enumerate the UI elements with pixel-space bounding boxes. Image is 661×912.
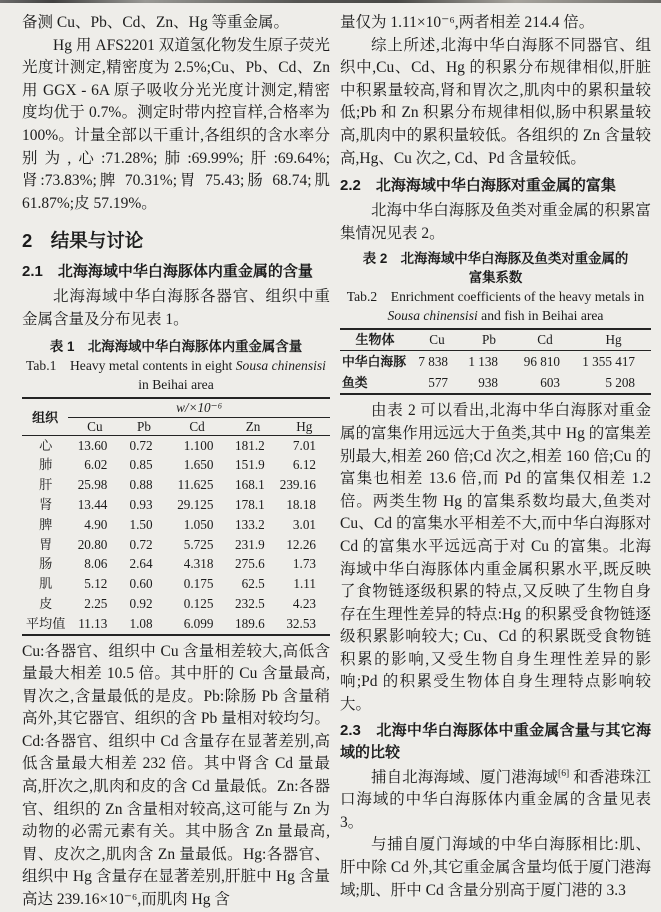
- table-cell: 0.93: [129, 496, 153, 512]
- table2-header-pb: Pb: [482, 332, 496, 348]
- table-cell: 938: [478, 375, 498, 391]
- table2-body: [340, 351, 651, 395]
- table-cell: 0.175: [183, 576, 214, 592]
- table-row: [22, 515, 330, 535]
- table-cell: 96 810: [523, 354, 560, 370]
- table-cell: 6.12: [292, 457, 316, 473]
- row-label: 鱼类: [342, 375, 368, 391]
- table-cell: 0.125: [183, 595, 214, 611]
- row-label: 肺: [39, 457, 53, 473]
- table-cell: 32.53: [286, 615, 316, 631]
- table1-header-zn: Zn: [245, 418, 261, 434]
- table-row: [22, 614, 330, 635]
- table-cell: 1.11: [293, 576, 316, 592]
- table-cell: 12.26: [286, 536, 316, 552]
- paragraph-muscle-hg: 量仅为 1.11×10⁻⁶,两者相差 214.4 倍。: [340, 14, 595, 31]
- scan-artifact: [0, 0, 661, 3]
- table-cell: 13.44: [77, 496, 108, 512]
- table-cell: 133.2: [235, 516, 265, 532]
- table-cell: 4.90: [84, 516, 108, 532]
- caption-text: and fish in Beihai area: [477, 308, 604, 324]
- table-row: [340, 351, 651, 373]
- table1-header-cu: Cu: [87, 418, 103, 434]
- table-row: [22, 435, 330, 455]
- table1-header-pb: Pb: [137, 418, 151, 434]
- table-row: [22, 554, 330, 574]
- row-label: 肝: [39, 477, 53, 493]
- table-cell: 8.06: [84, 556, 108, 572]
- table2-header: [340, 329, 651, 351]
- subsection-heading-2-2: 2.2 北海海域中华白海豚对重金属的富集: [340, 177, 616, 195]
- table-cell: 1 355 417: [582, 354, 635, 370]
- table-cell: 231.9: [235, 536, 265, 552]
- paragraph-summary: 综上所述,北海中华白海豚不同器官、组织中,Cu、Cd、Hg 的积累分布规律相似,肝脏中积累量较高,肾和胃次之,肌肉中的累积量较低;Pb 和 Zn 积累分布规律相似,肠中积累量较高,肌肉中的累积量较低。各组织的 Zn 含量较高,Hg、Cu 次之, Cd、Pd 含量较低。: [340, 36, 651, 167]
- table-cell: 0.88: [129, 477, 153, 493]
- row-label: 肠: [39, 556, 53, 572]
- right-column: [340, 12, 651, 908]
- table-cell: 0.92: [129, 595, 153, 611]
- table-cell: 168.1: [235, 477, 265, 493]
- table1-caption-en-line2: in Beihai area: [138, 376, 214, 392]
- table-row: [22, 574, 330, 594]
- table-cell: 7 838: [418, 354, 448, 370]
- paragraph-table1-discussion: Cu:各器官、组织中 Cu 含量相差较大,高低含量最大相差 10.5 倍。其中肝的 Cu 含量最高,胃次之,含量最低的是皮。Pb:除肠 Pb 含量稍高外,其它器官、组织的含 Pb 量相对较均匀。Cd:各器官、组织中 Cd 含量存在显著差别,高低含量最大相差 232 倍。其中肾含 Cd 量最高,肝次之,肌肉和皮的含 Cd 量最低。Zn:各器官、组织的 Zn 含量相对较高,这可能与 Zn 为动物的必需元素有关。其中肠含 Zn 量最高,胃、皮次之,肌肉含 Zn 量最低。Hg:各器官、组织中 Hg 含量存在显著差别,肝脏中 Hg 含量高达 239.16×10⁻⁶,而肌肉 Hg 含: [22, 642, 330, 908]
- table1-body: [22, 435, 330, 634]
- row-label: 肾: [39, 496, 53, 512]
- table-cell: 0.72: [129, 536, 153, 552]
- table1-header-hg: Hg: [296, 418, 313, 434]
- table2-header-hg: Hg: [605, 332, 622, 348]
- table1-header-organ: 组织: [32, 410, 59, 426]
- table1-header-cd: Cd: [189, 418, 205, 434]
- table2-header-cd: Cd: [537, 332, 553, 348]
- paragraph-table1-intro: 北海海域中华白海豚各器官、组织中重金属含量及分布见表 1。: [22, 288, 330, 328]
- table-row: [22, 495, 330, 515]
- table-row: [22, 475, 330, 495]
- table-cell: 1.050: [183, 516, 214, 532]
- table-cell: 4.23: [292, 595, 316, 611]
- table2-header-cu: Cu: [429, 332, 445, 348]
- table-cell: 62.5: [241, 576, 265, 592]
- table-cell: 0.72: [129, 437, 153, 453]
- table-cell: 1.08: [129, 615, 153, 631]
- table-cell: 5 208: [605, 375, 635, 391]
- table2-caption-en-line2: [340, 306, 651, 325]
- row-label: 胃: [39, 536, 53, 552]
- table-cell: 1 138: [468, 354, 498, 370]
- table-cell: 2.64: [129, 556, 153, 572]
- table-cell: 178.1: [235, 496, 265, 512]
- subsection-heading-2-1: 2.1 北海海域中华白海豚体内重金属的含量: [22, 263, 313, 281]
- table-row: [22, 594, 330, 614]
- table-cell: 1.650: [183, 457, 214, 473]
- table1-caption-en-line1: [22, 356, 330, 375]
- text-run: 捕自北海海域、厦门港海域: [371, 768, 558, 786]
- table-cell: 275.6: [235, 556, 265, 572]
- table-cell: 1.100: [183, 437, 214, 453]
- table2-caption-en-line1: Tab.2 Enrichment coefficients of the heavy metals in: [346, 289, 645, 305]
- table-cell: 3.01: [292, 516, 316, 532]
- species-name: Sousa chinensisi: [387, 308, 478, 324]
- table-cell: 7.01: [292, 437, 316, 453]
- row-label: 脾: [39, 516, 53, 532]
- table-cell: 29.125: [177, 496, 214, 512]
- table-cell: 6.099: [183, 615, 214, 631]
- section-heading-results: 2 结果与讨论: [22, 230, 144, 252]
- table-cell: 6.02: [84, 457, 108, 473]
- table-row: [340, 372, 651, 394]
- table-cell: 11.625: [177, 477, 214, 493]
- paragraph-xiamen-comparison: 与捕自厦门海域的中华白海豚相比:肌、肝中除 Cd 外,其它重金属含量均低于厦门港海域;肌、肝中 Cd 含量分别高于厦门港的 3.3: [340, 836, 651, 899]
- table-cell: 151.9: [235, 457, 265, 473]
- table-cell: 189.6: [235, 615, 265, 631]
- row-label: 皮: [39, 595, 53, 611]
- subsection-heading-2-3: 2.3 北海中华白海豚体中重金属含量与其它海域的比较: [340, 721, 651, 761]
- table-cell: 2.25: [84, 595, 108, 611]
- table-cell: 20.80: [77, 536, 108, 552]
- table-cell: 1.73: [292, 556, 316, 572]
- row-label: 心: [39, 437, 53, 453]
- table1-caption-cn: 表 1 北海海域中华白海豚体内重金属含量: [49, 338, 303, 354]
- paragraph-methods: Hg 用 AFS2201 双道氢化物发生原子荧光光度计测定,精密度为 2.5%;Cu、Pb、Cd、Zn 用 GGX - 6A 原子吸收分光光度计测定,精密度均优于 0.7%。测定时带内控盲样,合格率为 100%。计量全部以干重计,各组织的含水率分别为,心:71.28%;肺:69.99%;肝:69.64%;肾:73.83%;脾 70.31%;胃 75.43;肠 68.74;肌 61.87%;皮 57.19%。: [22, 36, 330, 212]
- left-column: [22, 12, 330, 908]
- table-cell: 577: [428, 375, 448, 391]
- table-cell: 25.98: [77, 477, 108, 493]
- table-cell: 0.60: [129, 576, 153, 592]
- text-run: 和香港珠江口海域的中华白海豚体内重金属的含量见表 3。: [340, 768, 651, 831]
- row-label: 肌: [39, 576, 53, 592]
- citation-ref: [6]: [558, 767, 570, 779]
- table-cell: 232.5: [235, 595, 265, 611]
- table-cell: 4.318: [183, 556, 214, 572]
- caption-text: Tab.1 Heavy metal contents in eight: [26, 357, 236, 373]
- table-cell: 239.16: [279, 477, 316, 493]
- table-row: [22, 455, 330, 475]
- table2-caption-cn-line1: 表 2 北海海域中华白海豚及鱼类对重金属的: [362, 251, 629, 267]
- table-cell: 11.13: [78, 615, 108, 631]
- table-cell: 13.60: [77, 437, 108, 453]
- table2-header-organism: 生物体: [355, 332, 395, 348]
- table-cell: 5.12: [84, 576, 108, 592]
- species-name: Sousa chinensisi: [235, 357, 326, 373]
- table2-enrichment-coefficients: [340, 328, 651, 395]
- paragraph-comparison-intro: [340, 767, 651, 835]
- table2-caption-cn-line2: 富集系数: [468, 270, 523, 286]
- table-cell: 1.50: [129, 516, 153, 532]
- table-cell: 0.85: [129, 457, 153, 473]
- paragraph-table2-discussion: 由表 2 可以看出,北海中华白海豚对重金属的富集作用远远大于鱼类,其中 Hg 的富集差别最大,相差 260 倍;Cd 次之,相差 160 倍;Cu 的富集也相差 13.6 倍,而 Pd 的富集仅相差 1.2 倍。两类生物 Hg 的富集系数均最大,鱼类对 Cu、Cd 的富集水平相差不大,而中华白海豚对 Cd 的富集水平远远高于对 Cu 的富集。北海海域中华白海豚体内重金属积累水平,既反映了食物链逐级积累的特点,又反映了生物自身存在生理性差异的特点:Hg 的积累受食物链逐级积累影响较大; Cu、Cd 的积累既受食物链积累的影响,又受生物自身生理性差异的影响;Pd 的积累受生物体自身生理特点影响较大。: [340, 402, 651, 714]
- paragraph-table2-intro: 北海中华白海豚及鱼类对重金属的积累富集情况见表 2。: [340, 202, 651, 242]
- row-label: 平均值: [25, 615, 66, 631]
- row-label: 中华白海豚: [342, 354, 406, 370]
- table1-heavy-metal-contents: [22, 397, 330, 636]
- table-cell: 18.18: [286, 496, 316, 512]
- table-cell: 181.2: [235, 437, 265, 453]
- table-row: [22, 535, 330, 555]
- table1-header-unit: w/×10⁻⁶: [68, 398, 330, 418]
- table-cell: 603: [540, 375, 560, 391]
- paragraph-metals-list: 备测 Cu、Pb、Cd、Zn、Hg 等重金属。: [22, 14, 289, 31]
- table-cell: 5.725: [183, 536, 214, 552]
- table1-header: [22, 398, 330, 436]
